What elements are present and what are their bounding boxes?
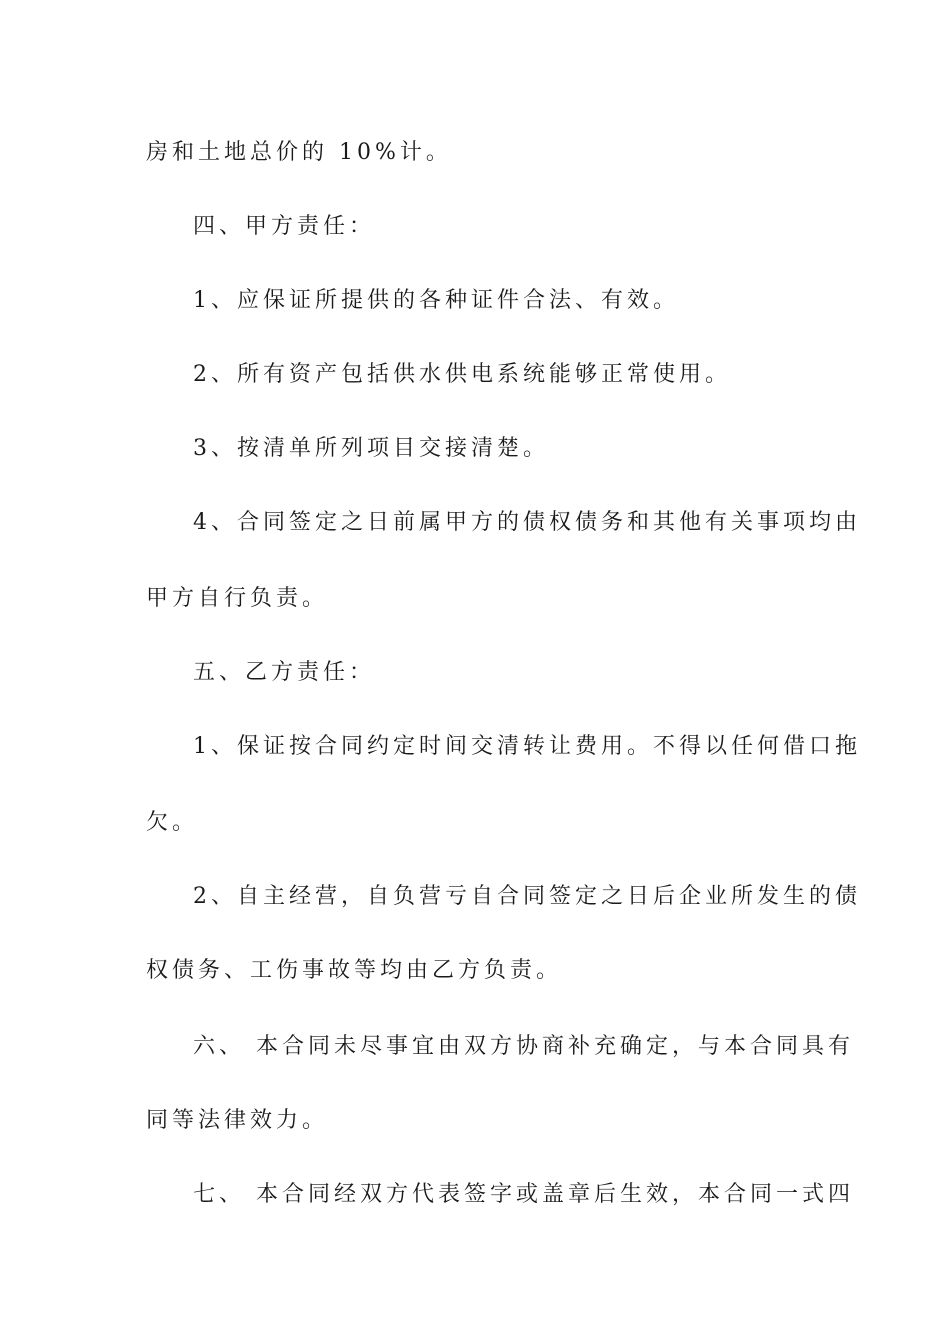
paragraph-line: 2、自主经营，自负营亏自合同签定之日后企业所发生的债 xyxy=(193,884,861,909)
paragraph-line: 3、按清单所列项目交接清楚。 xyxy=(193,436,549,461)
paragraph-line: 权债务、工伤事故等均由乙方负责。 xyxy=(146,958,563,983)
paragraph-line: 4、合同签定之日前属甲方的债权债务和其他有关事项均由 xyxy=(193,510,861,535)
paragraph-line: 甲方自行负责。 xyxy=(146,586,329,611)
paragraph-line: 1、保证按合同约定时间交清转让费用。不得以任何借口拖 xyxy=(193,734,861,759)
section-heading-party-b: 五、乙方责任： xyxy=(193,660,376,685)
paragraph-line: 同等法律效力。 xyxy=(146,1108,329,1133)
section-heading-party-a: 四、甲方责任： xyxy=(193,214,376,239)
paragraph-line: 2、所有资产包括供水供电系统能够正常使用。 xyxy=(193,362,731,387)
paragraph-line: 欠。 xyxy=(146,810,199,835)
section-heading-six: 六、 本合同未尽事宜由双方协商补充确定，与本合同具有 xyxy=(193,1034,854,1059)
paragraph-line: 1、应保证所提供的各种证件合法、有效。 xyxy=(193,288,679,313)
paragraph-line: 房和土地总价的 10%计。 xyxy=(146,140,452,165)
section-heading-seven: 七、 本合同经双方代表签字或盖章后生效，本合同一式四 xyxy=(193,1182,854,1207)
